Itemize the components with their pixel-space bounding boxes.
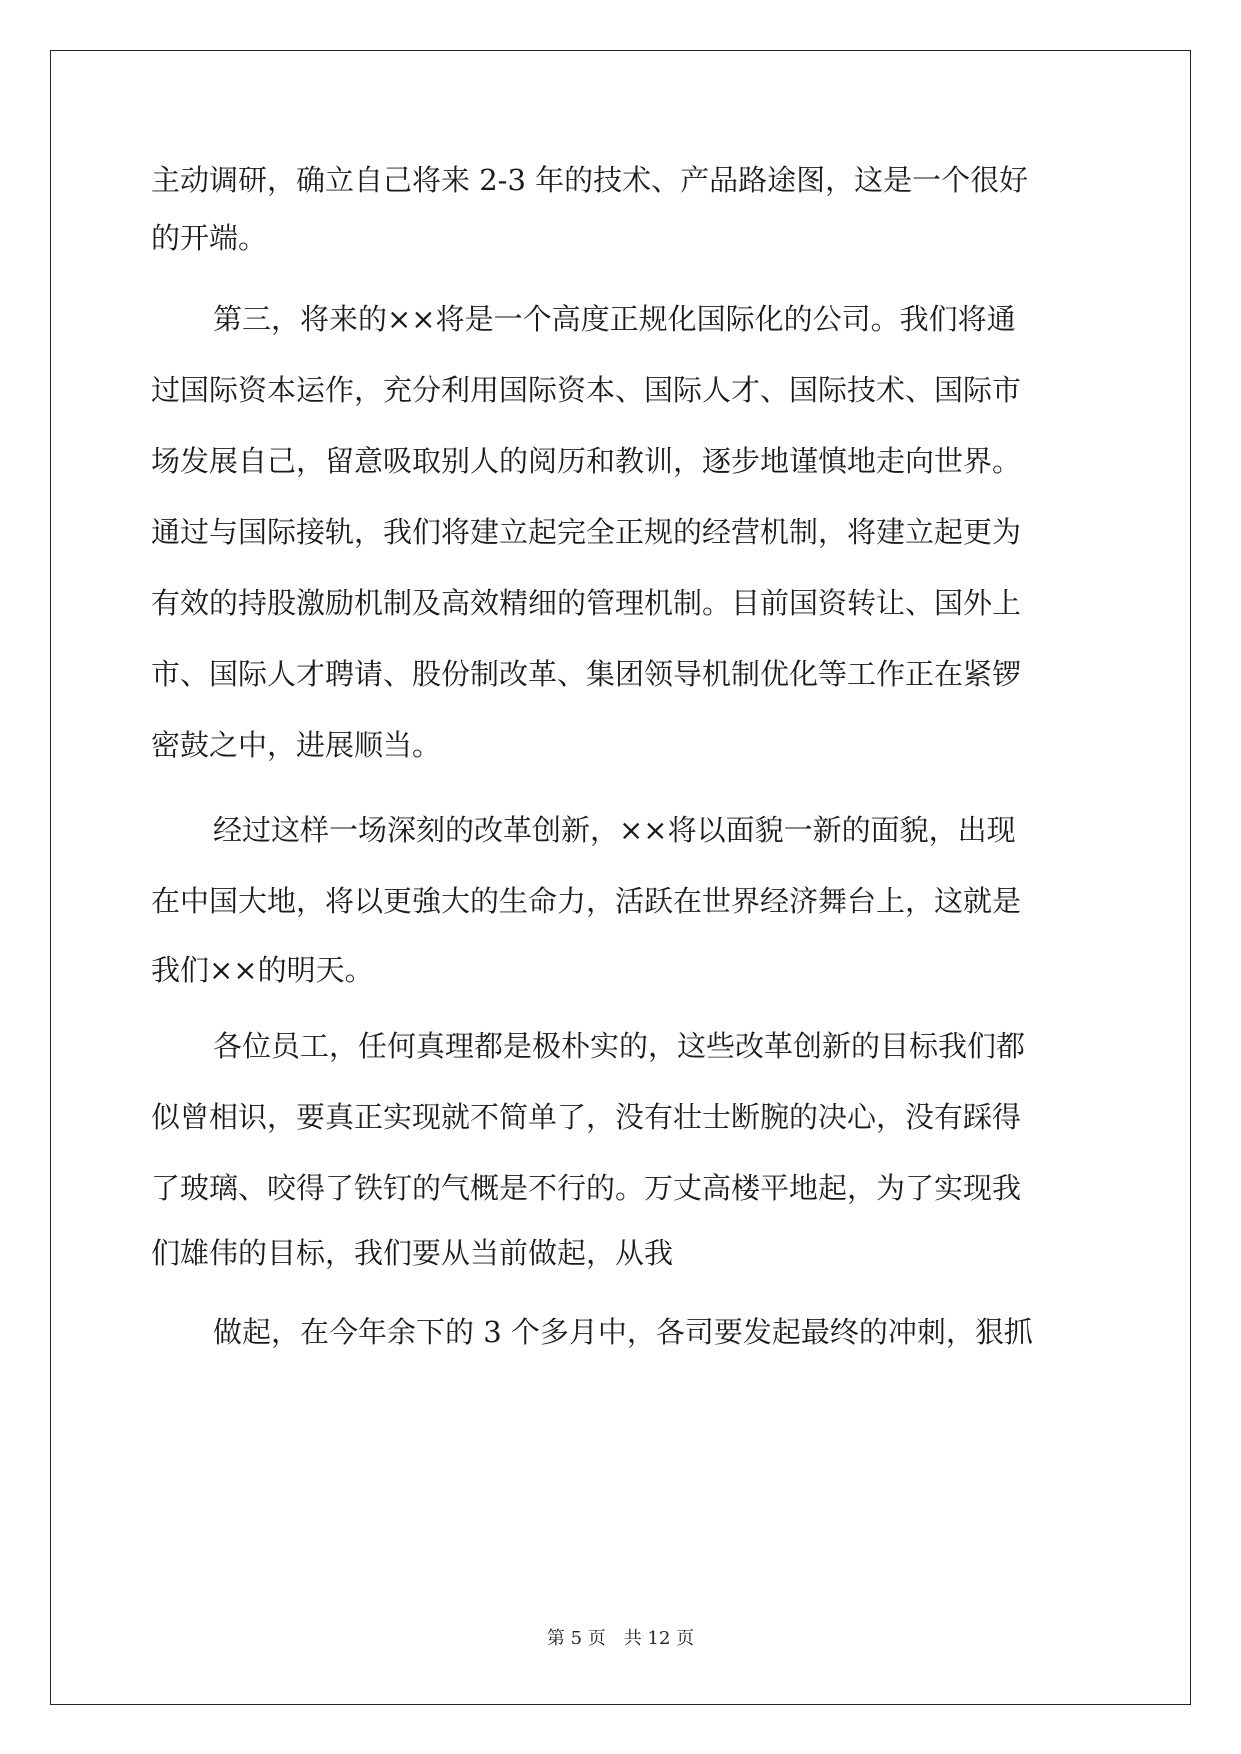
text-line: 了玻璃、咬得了铁钉的气概是不行的。万丈高楼平地起，为了实现我 <box>151 1171 1022 1205</box>
paragraph-start-line: 各位员工，任何真理都是极朴实的，这些改革创新的目标我们都 <box>213 1029 1026 1063</box>
text-line: 们雄伟的目标，我们要从当前做起，从我 <box>151 1236 674 1270</box>
text-line: 在中国大地，将以更強大的生命力，活跃在世界经济舞台上，这就是 <box>151 884 1022 918</box>
paragraph-start-line: 第三，将来的××将是一个高度正规化国际化的公司。我们将通 <box>213 302 1016 336</box>
text-line: 的开端。 <box>151 221 268 255</box>
text-line: 密鼓之中，进展顺当。 <box>151 728 442 762</box>
text-line: 市、国际人才聘请、股份制改革、集团领导机制优化等工作正在紧锣 <box>151 657 1022 691</box>
paragraph-start-line: 经过这样一场深刻的改革创新，××将以面貌一新的面貌，出现 <box>213 813 1016 847</box>
page-number-footer: 第 5 页 共 12 页 <box>546 1628 695 1649</box>
text-line: 有效的持股激励机制及高效精细的管理机制。目前国资转让、国外上 <box>151 586 1022 620</box>
text-line: 主动调研，确立自己将来 2-3 年的技术、产品路途图，这是一个很好 <box>151 163 1029 197</box>
paragraph-start-line: 做起，在今年余下的 3 个多月中，各司要发起最终的冲刺，狠抓 <box>213 1315 1033 1349</box>
text-line: 我们××的明天。 <box>151 953 374 987</box>
text-line: 场发展自己，留意吸取别人的阅历和教训，逐步地谨慎地走向世界。 <box>151 444 1022 478</box>
text-line: 似曾相识，要真正实现就不简单了，没有壮士断腕的决心，没有踩得 <box>151 1100 1022 1134</box>
text-line: 通过与国际接轨，我们将建立起完全正规的经营机制，将建立起更为 <box>151 515 1022 549</box>
text-line: 过国际资本运作，充分利用国际资本、国际人才、国际技术、国际市 <box>151 373 1022 407</box>
